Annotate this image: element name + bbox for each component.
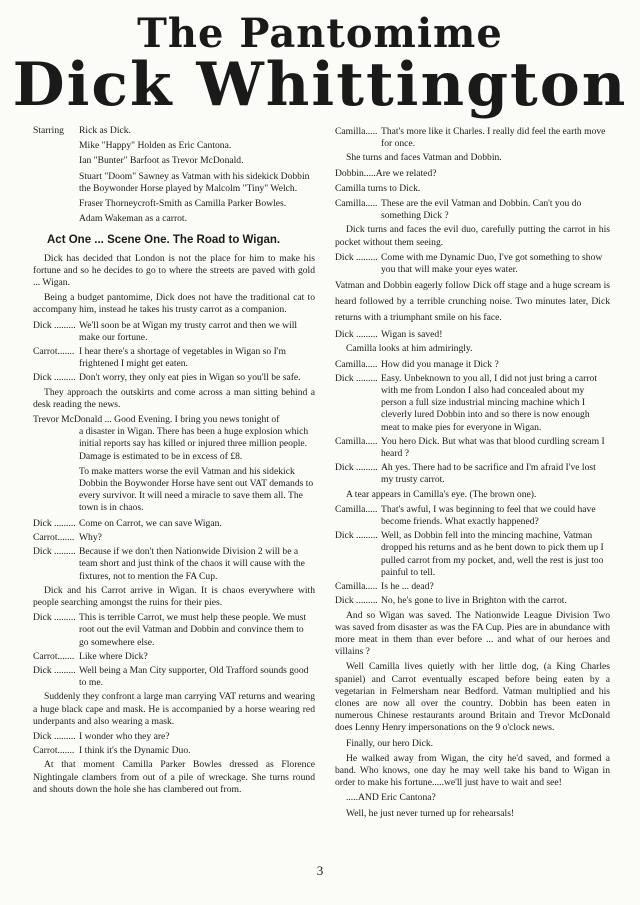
paragraph: Vatman and Dobbin eagerly follow Dick off stage and a huge scream is heard followed by a terrible crunching noise. Two minutes later, Dick returns with a triumphant smile on his face. (335, 280, 610, 324)
speaker: Dick ......... (335, 329, 378, 341)
line-text: Well being a Man City supporter, Old Trafford sounds good to me. (79, 664, 309, 689)
dialogue-line (33, 612, 315, 649)
paragraph: At that moment Camilla Parker Bowles dressed as Florence Nightingale clambers from out of a pile of wreckage. She turns round and shouts down the hole she has clambered out from. (33, 759, 315, 795)
dialogue-line (33, 745, 315, 757)
cast-entry: Adam Wakeman as a carrot. (79, 213, 187, 225)
dialogue-line (335, 462, 610, 486)
line-text: Wigan is saved! (381, 329, 443, 341)
line-text: That's more like it Charles. I really did feel the earth move for once. (381, 126, 606, 150)
line-text: Come with me Dynamic Duo, I've got something to show you that will make your eyes water. (381, 251, 603, 276)
title-line-2: Dick Whittington (12, 50, 628, 120)
speaker: Dick ......... (335, 595, 378, 607)
stage-direction: A tear appears in Camilla's eye. (The brown one). (346, 488, 537, 500)
cast-list (33, 125, 315, 228)
paragraph: And so Wigan was saved. The Nationwide League Division Two was saved from disaster as was the FA Cup. Pies are in abundance with more meat in them than ever before ... and what of our heroes and villains ? (335, 609, 610, 658)
right-column (335, 126, 610, 823)
line-text: Easy. Unbeknown to you all, I did not just bring a carrot with me from London I also had concealed about my person a full size industrial mincing machine which I cleverly lured Dobbin into and so there is now enough meat to make pies for everyone in Wigan. (381, 372, 597, 433)
paragraph: Finally, our hero Dick. (346, 737, 434, 749)
page-number: 3 (316, 863, 324, 878)
dialogue-line (335, 581, 610, 593)
cast-entry: Ian "Bunter" Barfoot as Trevor McDonald. (79, 155, 244, 167)
dialogue-line (335, 530, 610, 579)
speaker: Dick ......... (335, 251, 378, 263)
line-text: Come on Carrot, we can save Wigan. (79, 517, 222, 529)
speaker: Dick ......... (33, 517, 76, 529)
speaker: Dick ......... (33, 664, 76, 676)
cast-entry: Mike "Happy" Holden as Eric Cantona. (79, 140, 232, 152)
speaker: Dick ......... (335, 462, 378, 474)
paragraph: Suddenly they confront a large man carrying VAT returns and wearing a huge black cape and mask. He is accompanied by a horse wearing red underpants and also wearing a mask. (33, 691, 315, 727)
line-text: We'll soon be at Wigan my trusty carrot and then we will make our fortune. (79, 319, 298, 343)
dialogue-line (335, 252, 610, 276)
dialogue-line (33, 518, 315, 530)
left-column (33, 125, 315, 799)
scene-heading: Act One ... Scene One. The Road to Wigan. (47, 234, 281, 247)
starring-label: Starring (33, 125, 64, 136)
dialogue-line (335, 126, 610, 150)
line-text: Like where Dick? (79, 650, 148, 662)
paragraph: He walked away from Wigan, the city he'd saved, and formed a band. Who knows, one day he may well take his band to Wigan in order to make his fortune.....we'll just have to wait and see! (335, 752, 610, 789)
paragraph: They approach the outskirts and come across a man sitting behind a desk reading the news. (33, 386, 315, 410)
dialogue-line (335, 329, 610, 341)
cast-entry: Fraser Thorneycroft-Smith as Camilla Parker Bowles. (79, 198, 287, 210)
paragraph: Dick turns and faces the evil duo, carefully putting the carrot in his pocket without them seeing. (335, 224, 610, 248)
stage-direction: She turns and faces Vatman and Dobbin. (346, 152, 502, 164)
speaker: Carrot....... (33, 745, 75, 757)
line-text: Well, as Dobbin fell into the mincing machine, Vatman dropped his returns and as he bent down to pick them up I pulled carrot from my pocket, and, well the rest is just too painful to tell. (381, 530, 604, 578)
paragraph: Well Camilla lives quietly with her little dog, (a King Charles spaniel) and Carrot eventually escaped before being eaten by a vegetarian in Felmersham near Bedford. Vatman multiplied and his clones are now all over the country. Dobbin has been eaten in numerous Chinese restaurants around Britain and Trevor McDonald does Lenny Henry impersonations on the 9 o'clock news. (335, 661, 610, 734)
stage-direction: Camilla looks at him admiringly. (346, 343, 473, 355)
trevor-line-cont: a disaster in Wigan. There has been a huge explosion which initial reports say has killed or injured three million people. Damage is estimated to be in excess of £8. (79, 426, 309, 462)
line-text: Ah yes. There had to be sacrifice and I'm afraid I've lost my trusty carrot. (381, 462, 596, 486)
dialogue-line (335, 504, 610, 528)
paragraph: .....AND Eric Cantona? (346, 792, 436, 804)
line-text: Don't worry, they only eat pies in Wigan so you'll be safe. (79, 372, 301, 384)
line-text: That's awful, I was beginning to feel that we could have become friends. What exactly happened? (381, 503, 596, 528)
line-text: Why? (79, 531, 102, 543)
speaker: Carrot....... (33, 346, 75, 358)
dialogue-line (33, 532, 315, 544)
speaker: Carrot....... (33, 650, 75, 662)
line-text: I hear there's a shortage of vegetables in Wigan so I'm frightened I might get eaten. (79, 346, 286, 370)
title-line-1: The Pantomime (137, 10, 503, 57)
dialogue-line (33, 651, 315, 663)
paragraph: Dick has decided that London is not the place for him to make his fortune and so he decides to go to where the streets are paved with gold ... Wigan. (33, 252, 315, 289)
line-text: You hero Dick. But what was that blood curdling scream I heard ? (381, 435, 605, 460)
line-text: I think it's the Dynamic Duo. (79, 745, 191, 757)
speaker: Camilla..... (335, 581, 378, 593)
dialogue-line (335, 359, 610, 371)
dialogue-line (33, 731, 315, 743)
paragraph: Being a budget pantomime, Dick does not have the traditional cat to accompany him, instead he takes his trusty carrot as a companion. (33, 292, 315, 316)
speaker: Dick ......... (335, 530, 378, 542)
speaker: Dick ......... (33, 730, 76, 742)
dialogue-line (335, 595, 610, 607)
dialogue-line (33, 346, 315, 370)
dialogue-line (33, 320, 315, 344)
trevor-line-cont: To make matters worse the evil Vatman and his sidekick Dobbin the Boywonder Horse have sent out VAT demands to every survivor. It will need a miracle to save them all. The town is in chaos. (79, 465, 314, 514)
dialogue-line (33, 665, 315, 689)
speaker: Dick ......... (33, 612, 76, 624)
speaker: Carrot....... (33, 531, 75, 543)
line-text: This is terrible Carrot, we must help these people. We must root out the evil Vatman and Dobbin and convince them to go somewhere else. (79, 612, 307, 648)
line-text: No, he's gone to live in Brighton with the carrot. (381, 595, 567, 607)
dialogue-line (335, 373, 610, 434)
speaker: Camilla..... (335, 503, 378, 515)
speaker: Camilla..... (335, 435, 378, 447)
dialogue-line (33, 372, 315, 384)
speaker: Dick ......... (335, 372, 378, 384)
trevor-line: Trevor McDonald ... Good Evening. I bring you news tonight of (33, 414, 280, 426)
speaker: Dick ......... (33, 546, 76, 558)
line-text: These are the evil Vatman and Dobbin. Can't you do something Dick ? (381, 198, 582, 222)
paragraph: Well, he just never turned up for rehearsals! (346, 807, 515, 819)
dialogue-line: Dobbin.....Are we related? (335, 167, 437, 179)
speaker: Camilla..... (335, 126, 378, 137)
speaker: Dick ......... (33, 372, 76, 384)
paragraph: Dick and his Carrot arrive in Wigan. It is chaos everywhere with people searching amongst the ruins for their pies. (33, 584, 315, 608)
speaker: Camilla..... (335, 358, 378, 370)
line-text: I wonder who they are? (79, 730, 170, 742)
line-text: Because if we don't then Nationwide Division 2 will be a team short and just think of the chaos it will cause with the fixtures, not to mention the FA Cup. (79, 546, 305, 582)
speaker: Dick ......... (33, 319, 76, 331)
dialogue-line (335, 436, 610, 460)
cast-entry: Rick as Dick. (79, 125, 131, 136)
dialogue-line (335, 198, 610, 222)
line-text: Is he ... dead? (381, 581, 434, 593)
stage-direction: Camilla turns to Dick. (335, 182, 421, 194)
dialogue-line (33, 546, 315, 583)
line-text: How did you manage it Dick ? (381, 358, 499, 370)
speaker: Camilla..... (335, 198, 378, 210)
cast-entry: Stuart "Doom" Sawney as Vatman with his sidekick Dobbin the Boywonder Horse played by Malcolm "Tiny" Welch. (79, 170, 310, 194)
